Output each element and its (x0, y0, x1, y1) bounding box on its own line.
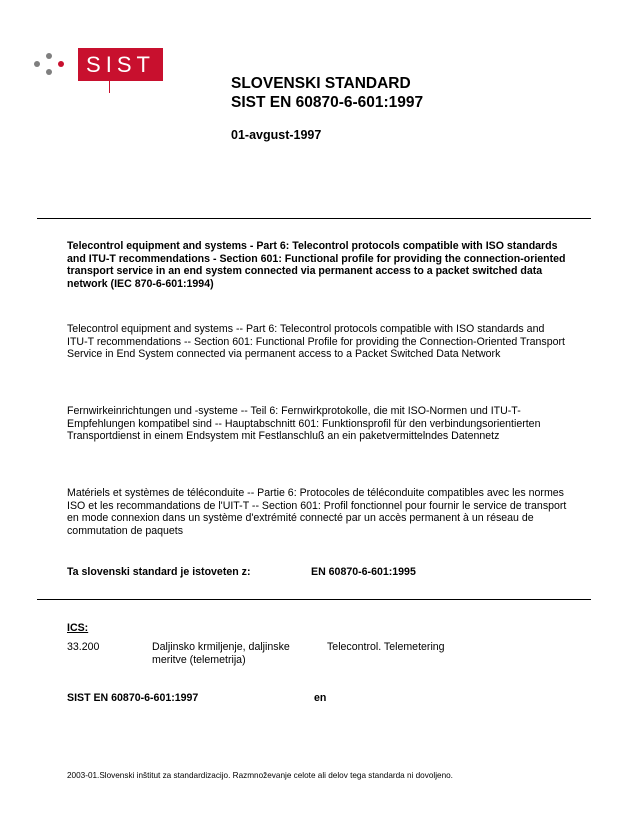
standard-code: SIST EN 60870-6-601:1997 (67, 692, 199, 704)
logo-dot-gray (46, 69, 52, 75)
ics-description-en: Telecontrol. Telemetering (327, 641, 445, 653)
top-divider (37, 218, 591, 219)
logo-dot-red (58, 61, 64, 67)
title-german: Fernwirkeinrichtungen und -systeme -- Teil 6: Fernwirkprotokolle, die mit ISO-Normen und ITU-T-Empfehlungen kompatibel sind -- Hauptabschnitt 601: Funktionsprofil für den verbindungsorientierten Transportdienst in einem Endsystem mit Festlanschluß an ein paketvermittelndes Datennetz (67, 405, 541, 443)
copyright-footer: 2003-01.Slovenski inštitut za standardizacijo. Razmnoževanje celote ali delov tega standarda ni dovoljeno. (67, 771, 453, 780)
standard-language: en (314, 692, 327, 704)
logo-dot-gray (34, 61, 40, 67)
logo-dots (34, 53, 64, 83)
equivalence-label: Ta slovenski standard je istoveten z: (67, 566, 251, 578)
title-french: Matériels et systèmes de téléconduite -- Partie 6: Protocoles de téléconduite compatibles avec les normes ISO et les recommandations de l'UIT-T -- Section 601: Profil fonctionnel pour fournir le service de transport en mode connexion dans un système d'extrémité connecté par un accès permanent à un réseau de commutation de paquets (67, 487, 567, 537)
logo-dot-gray (46, 53, 52, 59)
ics-description-sl: Daljinsko krmiljenje, daljinske meritve (telemetrija) (152, 641, 290, 666)
header-line-2: SIST EN 60870-6-601:1997 (231, 94, 424, 111)
header-line-1: SLOVENSKI STANDARD (231, 75, 411, 92)
publication-date: 01-avgust-1997 (231, 128, 322, 142)
ics-code: 33.200 (67, 641, 100, 653)
title-bold: Telecontrol equipment and systems - Part 6: Telecontrol protocols compatible with ISO standards and ITU-T recommendations - Section 601: Functional profile for providing the connection-oriented transport service in an end system connected via permanent access to a packet switched data network (IEC 870-6-601:1994) (67, 240, 566, 290)
equivalence-value: EN 60870-6-601:1995 (311, 566, 416, 578)
logo-divider (109, 81, 110, 93)
title-english: Telecontrol equipment and systems -- Part 6: Telecontrol protocols compatible with ISO standards and ITU-T recommendations -- Section 601: Functional Profile for providing the Connection-Oriented Transport Service in End System connected via permanent access to a Packet Switched Data Network (67, 323, 565, 361)
equivalence-line (67, 566, 416, 578)
bottom-divider (37, 599, 591, 600)
sist-logo: SIST (78, 48, 163, 81)
standard-header (231, 74, 423, 112)
ics-label: ICS: (67, 622, 89, 634)
